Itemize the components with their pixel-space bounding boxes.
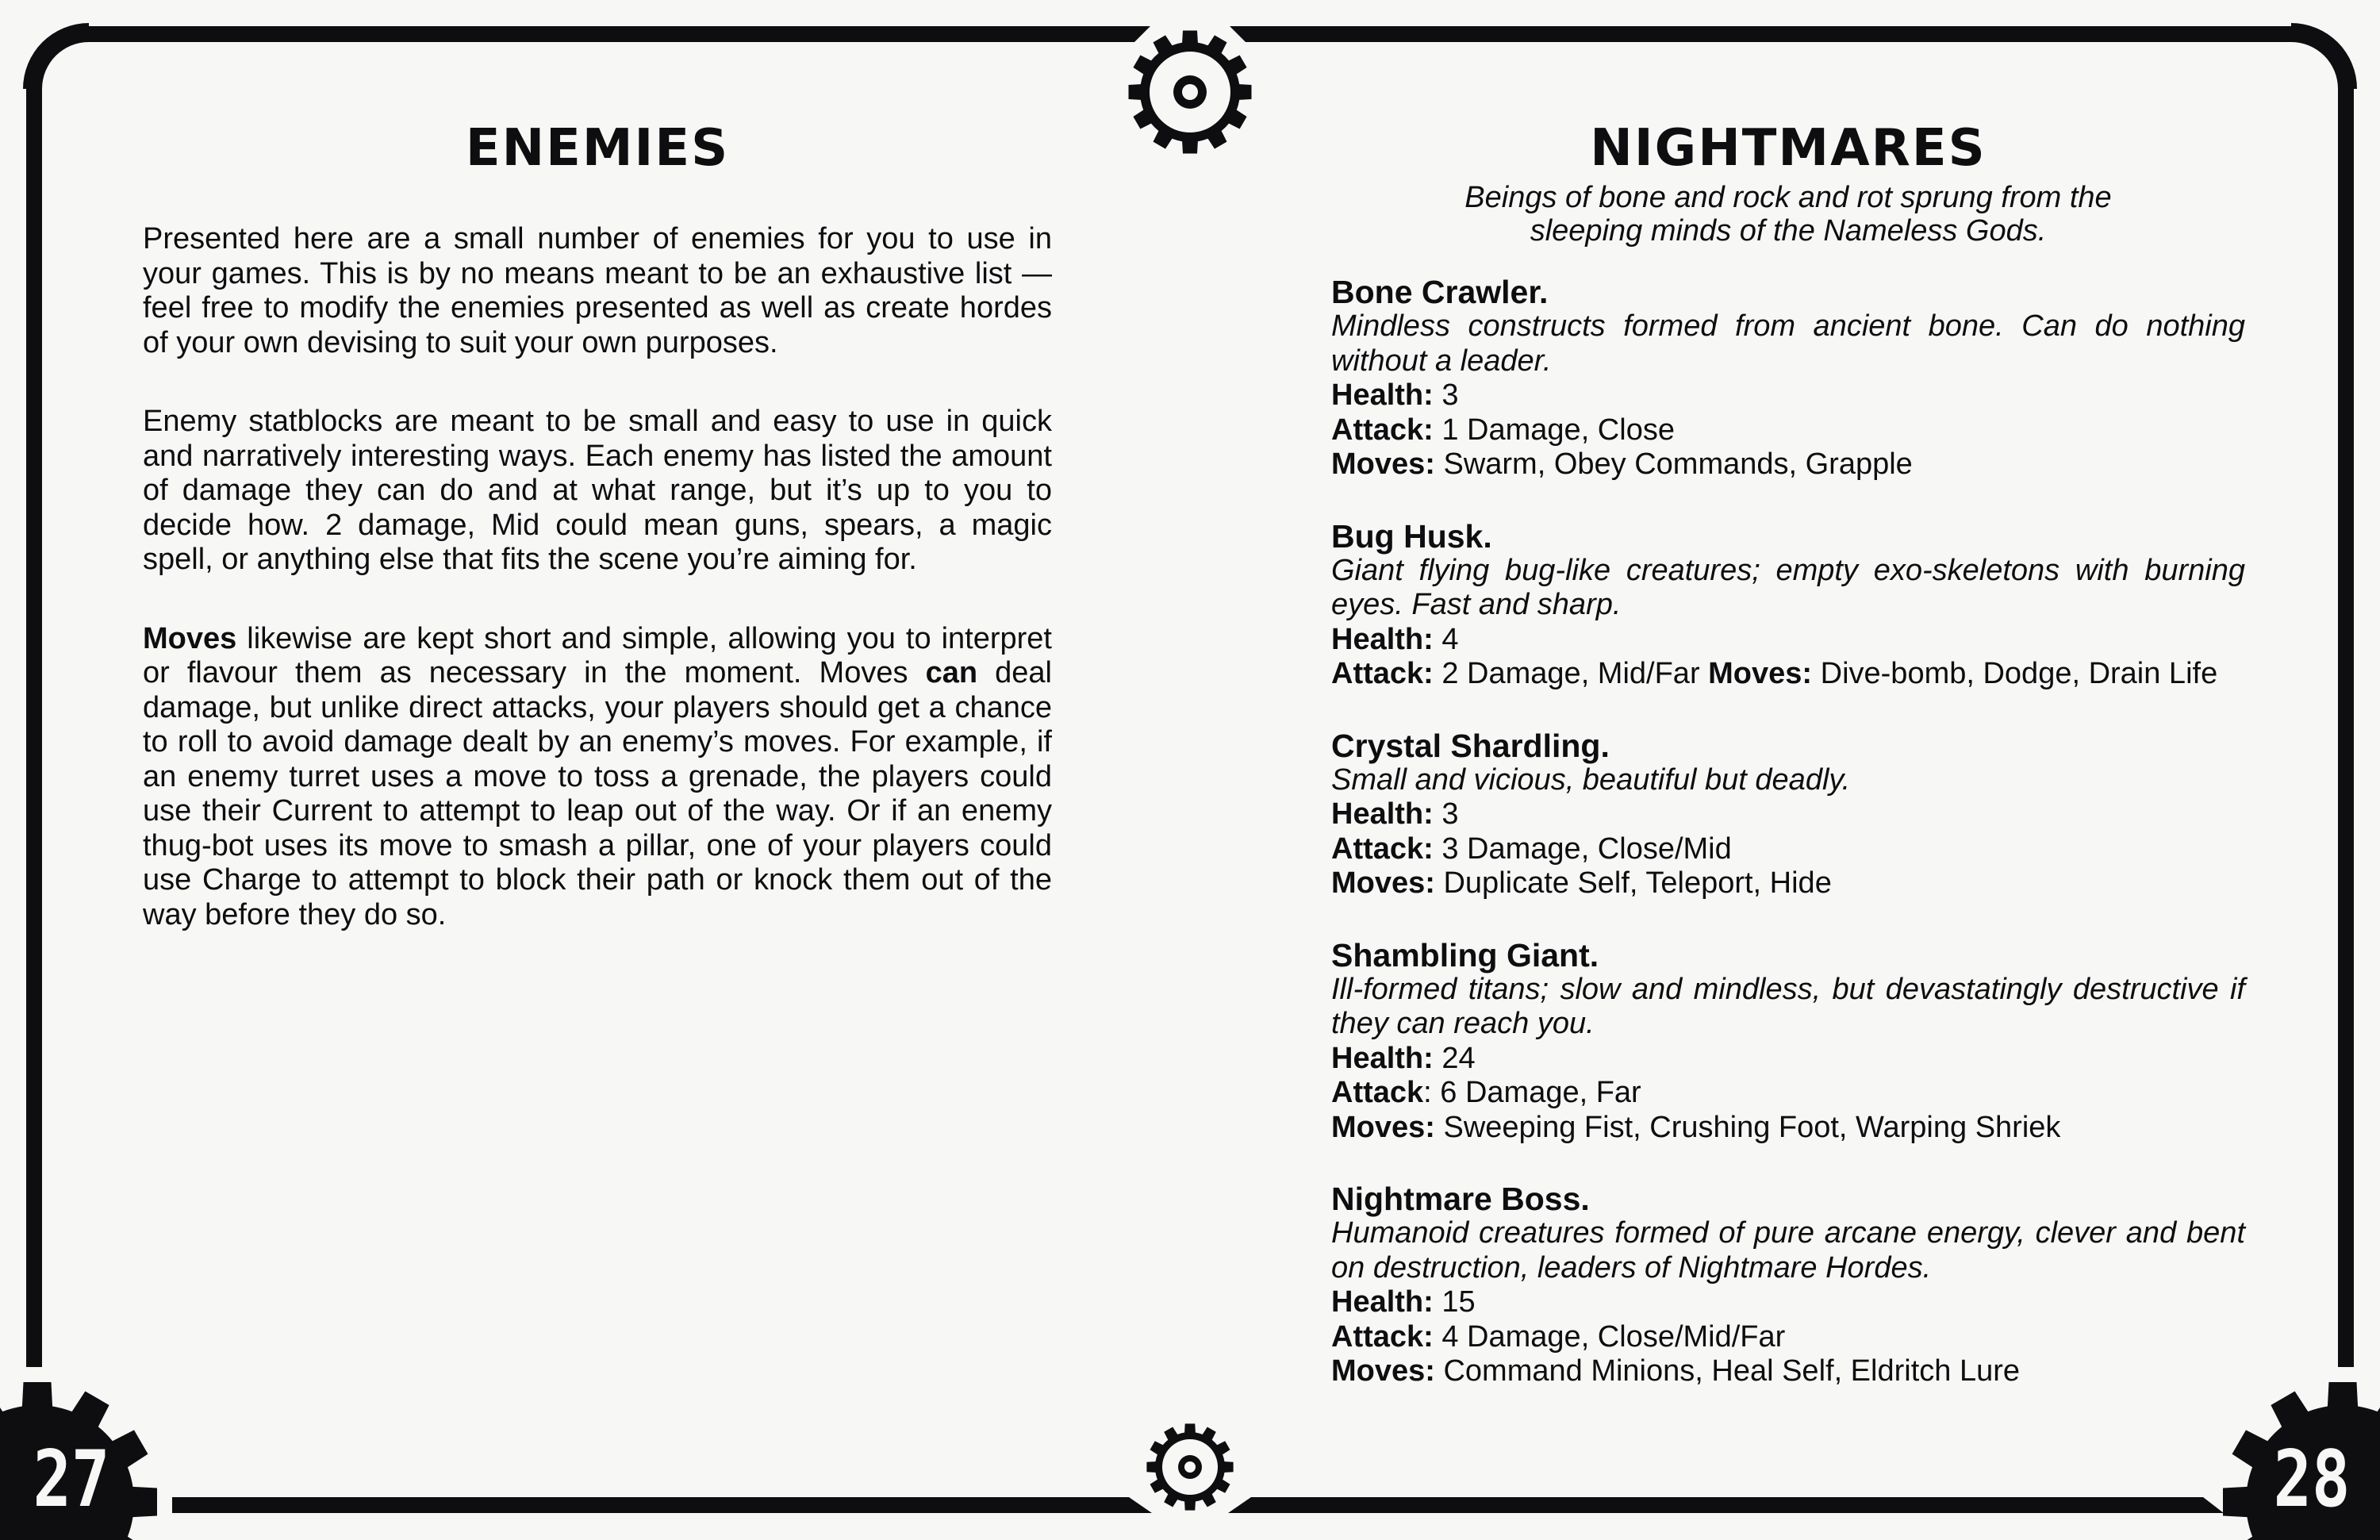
gear-icon-bottom-center: [1146, 1423, 1233, 1510]
emphasized-text: Health:: [1331, 1285, 1434, 1319]
corner-ornament-top-right: [2291, 23, 2357, 89]
emphasized-text: Health:: [1331, 1041, 1434, 1075]
enemy-statblock: [1331, 938, 2245, 1146]
enemy-stat-line: [1331, 832, 2245, 867]
emphasized-text: Attack:: [1331, 831, 1434, 866]
border-top-left-segment: [86, 26, 1150, 42]
enemy-stat-line: [1331, 1076, 2245, 1111]
text-run: 3: [1433, 797, 1459, 831]
page-number-right: 28: [2273, 1434, 2351, 1526]
enemy-name: Bone Crawler.: [1331, 274, 1549, 310]
left-page-body: [143, 222, 1052, 932]
enemy-stat-line: [1331, 1285, 2245, 1320]
emphasized-text: Moves:: [1331, 1110, 1435, 1144]
body-paragraph: [143, 622, 1052, 933]
emphasized-text: Attack:: [1331, 657, 1434, 690]
text-run: likewise are kept short and simple, allowing you to interpret or flavour them as necessary in the moment. Moves: [143, 621, 1052, 689]
gear-icon-top-center: [1129, 31, 1252, 154]
enemy-name: Crystal Shardling.: [1331, 727, 1610, 764]
enemy-description: Small and vicious, beautiful but deadly.: [1331, 762, 1851, 797]
text-run: Sweeping Fist, Crushing Foot, Warping Shriek: [1434, 1110, 2061, 1144]
body-paragraph: [143, 222, 1052, 360]
enemy-stat-line: [1331, 413, 2245, 448]
text-run: Dive-bomb, Dodge, Drain Life: [1812, 657, 2218, 690]
enemy-stat-line: [1331, 866, 2245, 901]
enemy-statblock: [1331, 519, 2245, 692]
enemy-description: Giant flying bug-like creatures; empty exo-skeletons with burning eyes. Fast and sharp.: [1331, 553, 2245, 621]
right-page: [1331, 119, 2245, 1426]
enemy-description: Mindless constructs formed from ancient bone. Can do nothing without a leader.: [1331, 309, 2245, 378]
emphasized-text: Moves:: [1708, 657, 1813, 690]
enemy-stat-line: [1331, 447, 2245, 482]
enemy-name: Nightmare Boss.: [1331, 1181, 1590, 1217]
emphasized-text: Attack:: [1331, 413, 1434, 447]
emphasized-text: Attack:: [1331, 1319, 1434, 1354]
enemy-description: Ill-formed titans; slow and mindless, but devastatingly destructive if they can reach you.: [1331, 972, 2245, 1040]
text-run: Duplicate Self, Teleport, Hide: [1434, 866, 1832, 900]
page-number-left: 27: [33, 1434, 110, 1526]
text-run: deal damage, but unlike direct attacks, your players should get a chance to roll to avoid damage dealt by an enemy’s moves. For example, if an enemy turret uses a move to toss a grenade, the players could use their Current to attempt to leap out of the way. Or if an enemy thug-bot uses its move to smash a pillar, one of your players could use Charge to attempt to block their path or knock them out of the way before they do so.: [143, 656, 1052, 931]
border-top-right-segment: [1230, 26, 2294, 42]
emphasized-text: Health:: [1331, 378, 1434, 412]
enemy-name: Bug Husk.: [1331, 517, 1492, 555]
emphasized-text: Health:: [1331, 797, 1434, 831]
text-run: Swarm, Obey Commands, Grapple: [1434, 447, 1913, 481]
enemy-stat-line: [1331, 623, 2245, 658]
emphasized-text: Moves: [143, 621, 237, 655]
right-page-title: NIGHTMARES: [1590, 119, 1987, 178]
gear-ring: [1184, 1461, 1196, 1473]
enemy-stat-line: [1331, 797, 2245, 832]
emphasized-text: Moves:: [1331, 866, 1435, 900]
enemy-description: Humanoid creatures formed of pure arcane energy, clever and bent on destruction, leaders of Nightmare Hordes.: [1331, 1216, 2245, 1285]
text-run: 3: [1433, 378, 1459, 412]
body-paragraph: [143, 405, 1052, 578]
enemy-stat-line: [1331, 378, 2245, 413]
text-run: 2 Damage, Mid/Far: [1433, 657, 1709, 690]
enemy-stat-line: [1331, 1354, 2245, 1389]
text-run: Command Minions, Heal Self, Eldritch Lure: [1434, 1354, 2021, 1388]
emphasized-text: Health:: [1331, 622, 1434, 656]
border-bottom-right-segment: [1228, 1497, 2224, 1513]
text-run: 24: [1433, 1041, 1476, 1075]
text-run: Presented here are a small number of enemies for you to use in your games. This is by no means meant to be an exhaustive list — feel free to modify the enemies presented as well as create hordes of your own devising to suit your own purposes.: [143, 222, 1052, 359]
emphasized-text: Moves:: [1331, 1354, 1435, 1388]
border-left: [26, 86, 42, 1367]
gear-ring: [1182, 84, 1198, 100]
enemy-statblock: [1331, 275, 2245, 482]
enemy-stat-line: [1331, 1042, 2245, 1077]
text-run: : 6 Damage, Far: [1423, 1076, 1641, 1109]
text-run: 4 Damage, Close/Mid/Far: [1433, 1319, 1786, 1354]
enemy-statblock: [1331, 1181, 2245, 1389]
border-bottom-left-segment: [172, 1497, 1152, 1513]
enemy-stat-line: [1331, 657, 2245, 692]
left-page-title: ENEMIES: [465, 119, 730, 178]
enemy-name: Shambling Giant.: [1331, 936, 1599, 974]
text-run: 4: [1433, 622, 1459, 656]
right-page-subtitle: Beings of bone and rock and rot sprung from the sleeping minds of the Nameless Gods.: [1464, 181, 2112, 248]
emphasized-text: can: [925, 656, 978, 689]
emphasized-text: Moves:: [1331, 447, 1435, 481]
text-run: 3 Damage, Close/Mid: [1433, 831, 1732, 866]
text-run: Enemy statblocks are meant to be small and easy to use in quick and narratively interesting ways. Each enemy has listed the amount of damage they can do and at what range, but it’s up to you to decide how. 2 damage, Mid could mean guns, spears, a magic spell, or anything else that fits the scene you’re aiming for.: [143, 405, 1052, 576]
enemy-statblock-list: [1331, 275, 2245, 1389]
enemy-stat-line: [1331, 1320, 2245, 1355]
text-run: 1 Damage, Close: [1433, 413, 1675, 447]
enemy-stat-line: [1331, 1111, 2245, 1146]
border-right: [2338, 86, 2354, 1367]
emphasized-text: Attack: [1331, 1076, 1424, 1109]
left-page: [143, 119, 1052, 977]
enemy-statblock: [1331, 728, 2245, 901]
corner-ornament-top-left: [23, 23, 89, 89]
text-run: 15: [1433, 1285, 1476, 1319]
